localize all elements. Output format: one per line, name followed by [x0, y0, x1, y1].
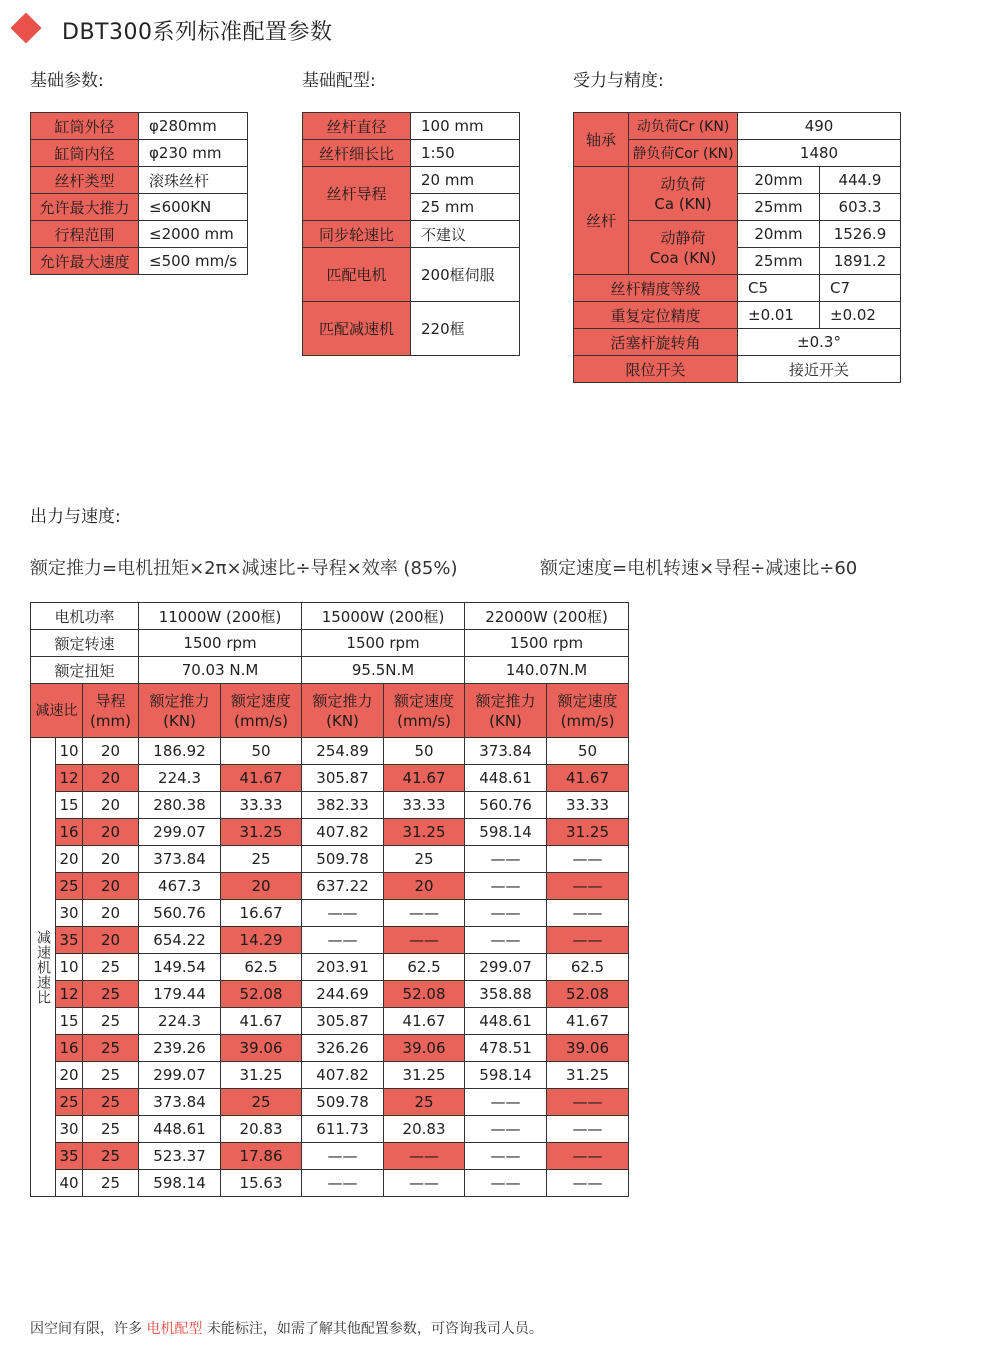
basic-config-heading: 基础配型:	[302, 71, 376, 91]
force-cell: 478.51	[465, 1035, 547, 1062]
screw-label: 丝杆	[574, 167, 629, 275]
load-value: 1526.9	[820, 221, 901, 248]
param-value: ≤2000 mm	[139, 221, 248, 248]
force-cell: 523.37	[139, 1143, 221, 1170]
footer-note	[30, 1318, 543, 1338]
table-row	[31, 221, 248, 248]
config-value: 220框	[411, 302, 520, 356]
force-header	[139, 684, 221, 738]
ratio-cell: 35	[56, 1143, 83, 1170]
speed-cell: 62.5	[547, 954, 629, 981]
speed-cell: 41.67	[384, 1008, 465, 1035]
speed-cell: 41.67	[547, 1008, 629, 1035]
ratio-cell: 10	[56, 738, 83, 765]
speed-cell: 16.67	[221, 900, 302, 927]
param-label: 缸筒外径	[31, 113, 139, 140]
force-cell: 407.82	[302, 1062, 384, 1089]
rated-rpm-value: 1500 rpm	[465, 630, 629, 657]
motor-power-value: 15000W (200框)	[302, 603, 465, 630]
force-cell: 654.22	[139, 927, 221, 954]
speed-cell: 31.25	[384, 1062, 465, 1089]
force-cell: ——	[465, 873, 547, 900]
table-row	[31, 1170, 629, 1197]
lead-cell: 20	[83, 819, 139, 846]
param-label: 允许最大速度	[31, 248, 139, 275]
table-row	[31, 1116, 629, 1143]
speed-cell: 41.67	[221, 1008, 302, 1035]
table-row	[31, 846, 629, 873]
reducer-ratio-side-text: 减速机速比	[35, 929, 51, 1005]
force-header	[465, 684, 547, 738]
dynamic-load-label: 动负荷Cr (KN)	[629, 113, 738, 140]
param-label: 丝杆类型	[31, 167, 139, 194]
speed-header	[221, 684, 302, 738]
force-cell: ——	[465, 1170, 547, 1197]
coa-label-line2: Coa (KN)	[649, 248, 717, 267]
lead-cell: 25	[83, 1008, 139, 1035]
coa-label-line1: 动静荷	[660, 228, 706, 247]
ratio-cell: 20	[56, 1062, 83, 1089]
footer-text: 因空间有限，许多	[30, 1321, 147, 1337]
table-row	[303, 140, 520, 167]
ca-label-line2: Ca (KN)	[654, 194, 712, 213]
config-label: 匹配电机	[303, 248, 411, 302]
param-value: φ280mm	[139, 113, 248, 140]
speed-cell: 39.06	[547, 1035, 629, 1062]
lead-cell: 25	[83, 954, 139, 981]
table-row	[31, 792, 629, 819]
grade-value: C5	[738, 275, 820, 302]
speed-cell: 62.5	[221, 954, 302, 981]
limit-switch-value: 接近开关	[738, 356, 901, 383]
table-row	[574, 329, 901, 356]
lead-header-line1: 导程	[95, 691, 126, 710]
load-value: 444.9	[820, 167, 901, 194]
table-row	[31, 981, 629, 1008]
force-cell: 299.07	[139, 1062, 221, 1089]
speed-cell: 62.5	[384, 954, 465, 981]
lead-cell: 25	[83, 981, 139, 1008]
performance-table	[30, 602, 629, 1197]
table-row	[303, 167, 520, 194]
force-header-line2: (KN)	[163, 711, 196, 730]
rated-torque-value: 95.5N.M	[302, 657, 465, 684]
table-row	[31, 1062, 629, 1089]
speed-header-line2: (mm/s)	[234, 711, 288, 730]
force-header-line1: 额定推力	[149, 691, 210, 710]
table-row	[574, 356, 901, 383]
force-cell: ——	[465, 900, 547, 927]
repeat-accuracy-label: 重复定位精度	[574, 302, 738, 329]
table-row	[31, 1143, 629, 1170]
ca-label	[629, 167, 738, 221]
ratio-cell: 35	[56, 927, 83, 954]
force-cell: ——	[465, 1143, 547, 1170]
force-cell: 448.61	[465, 765, 547, 792]
force-cell: 280.38	[139, 792, 221, 819]
limit-switch-label: 限位开关	[574, 356, 738, 383]
lead-cell: 25	[83, 1116, 139, 1143]
ratio-cell: 16	[56, 1035, 83, 1062]
lead-cell: 20	[83, 846, 139, 873]
load-value: 603.3	[820, 194, 901, 221]
param-value: φ230 mm	[139, 140, 248, 167]
speed-cell: ——	[547, 1116, 629, 1143]
speed-cell: 52.08	[221, 981, 302, 1008]
config-value: 不建议	[411, 221, 520, 248]
speed-cell: 25	[221, 846, 302, 873]
force-cell: 509.78	[302, 846, 384, 873]
force-cell: 299.07	[465, 954, 547, 981]
force-precision-heading: 受力与精度:	[573, 71, 664, 91]
ratio-cell: 25	[56, 1089, 83, 1116]
force-cell: 637.22	[302, 873, 384, 900]
table-row	[31, 194, 248, 221]
load-value: 1891.2	[820, 248, 901, 275]
lead-header	[83, 684, 139, 738]
speed-cell: ——	[547, 900, 629, 927]
ratio-cell: 30	[56, 900, 83, 927]
config-label: 匹配减速机	[303, 302, 411, 356]
speed-cell: 25	[384, 846, 465, 873]
speed-header-line2: (mm/s)	[397, 711, 451, 730]
force-cell: 244.69	[302, 981, 384, 1008]
force-cell: ——	[302, 927, 384, 954]
speed-cell: 20.83	[384, 1116, 465, 1143]
speed-header	[384, 684, 465, 738]
table-row	[31, 603, 629, 630]
table-row	[31, 248, 248, 275]
lead-cell: 25	[83, 1035, 139, 1062]
ratio-cell: 20	[56, 846, 83, 873]
rated-torque-value: 70.03 N.M	[139, 657, 302, 684]
speed-cell: 25	[221, 1089, 302, 1116]
footer-highlight: 电机配型	[146, 1321, 203, 1337]
force-cell: 448.61	[139, 1116, 221, 1143]
force-cell: 239.26	[139, 1035, 221, 1062]
ca-label-line1: 动负荷	[660, 174, 706, 193]
table-row	[574, 167, 901, 194]
table-row	[303, 113, 520, 140]
force-cell: 305.87	[302, 765, 384, 792]
speed-cell: 31.25	[384, 819, 465, 846]
ratio-cell: 25	[56, 873, 83, 900]
speed-cell: 20.83	[221, 1116, 302, 1143]
speed-cell: 50	[221, 738, 302, 765]
rated-rpm-value: 1500 rpm	[302, 630, 465, 657]
speed-header-line1: 额定速度	[231, 691, 292, 710]
speed-cell: 39.06	[221, 1035, 302, 1062]
lead-cell: 20	[83, 900, 139, 927]
force-cell: 305.87	[302, 1008, 384, 1035]
motor-power-label: 电机功率	[31, 603, 139, 630]
table-row	[31, 819, 629, 846]
reducer-ratio-side-label	[31, 738, 56, 1197]
table-row	[574, 302, 901, 329]
force-header-line1: 额定推力	[475, 691, 536, 710]
force-cell: 179.44	[139, 981, 221, 1008]
ratio-cell: 40	[56, 1170, 83, 1197]
speed-cell: ——	[547, 1143, 629, 1170]
table-row	[31, 954, 629, 981]
table-row	[31, 738, 629, 765]
force-cell: 598.14	[139, 1170, 221, 1197]
rotation-value: ±0.3°	[738, 329, 901, 356]
speed-cell: ——	[547, 1170, 629, 1197]
speed-cell: 31.25	[221, 1062, 302, 1089]
basic-params-table	[30, 112, 248, 275]
table-row	[31, 1035, 629, 1062]
force-cell: 186.92	[139, 738, 221, 765]
speed-cell: 41.67	[384, 765, 465, 792]
force-precision-table	[573, 112, 901, 383]
config-label: 同步轮速比	[303, 221, 411, 248]
speed-cell: 14.29	[221, 927, 302, 954]
force-cell: 373.84	[465, 738, 547, 765]
config-value: 25 mm	[411, 194, 520, 221]
static-load-value: 1480	[738, 140, 901, 167]
force-cell: 560.76	[465, 792, 547, 819]
force-cell: 373.84	[139, 1089, 221, 1116]
config-label: 丝杆细长比	[303, 140, 411, 167]
speed-formula: 额定速度=电机转速×导程÷减速比÷60	[540, 558, 858, 579]
force-cell: 224.3	[139, 1008, 221, 1035]
force-cell: ——	[302, 900, 384, 927]
config-value: 200框伺服	[411, 248, 520, 302]
force-header-line2: (KN)	[326, 711, 359, 730]
lead-cell: 20	[83, 738, 139, 765]
table-row	[31, 1089, 629, 1116]
config-value: 100 mm	[411, 113, 520, 140]
speed-cell: 33.33	[547, 792, 629, 819]
lead-cell: 25	[83, 1089, 139, 1116]
precision-grade-label: 丝杆精度等级	[574, 275, 738, 302]
rated-rpm-label: 额定转速	[31, 630, 139, 657]
param-value: 滚珠丝杆	[139, 167, 248, 194]
param-label: 行程范围	[31, 221, 139, 248]
ratio-cell: 15	[56, 1008, 83, 1035]
config-value: 1:50	[411, 140, 520, 167]
table-row	[303, 221, 520, 248]
speed-cell: 20	[384, 873, 465, 900]
force-cell: 358.88	[465, 981, 547, 1008]
param-label: 缸筒内径	[31, 140, 139, 167]
rated-torque-value: 140.07N.M	[465, 657, 629, 684]
table-row	[31, 927, 629, 954]
speed-header-line1: 额定速度	[557, 691, 618, 710]
lead-cell: 25	[83, 1170, 139, 1197]
lead-cell: 20	[83, 792, 139, 819]
force-cell: 373.84	[139, 846, 221, 873]
param-value: ≤500 mm/s	[139, 248, 248, 275]
force-header-line2: (KN)	[489, 711, 522, 730]
ratio-cell: 15	[56, 792, 83, 819]
speed-cell: ——	[384, 900, 465, 927]
force-cell: 509.78	[302, 1089, 384, 1116]
table-row	[31, 873, 629, 900]
bearing-label: 轴承	[574, 113, 629, 167]
param-label: 允许最大推力	[31, 194, 139, 221]
lead-value: 25mm	[738, 194, 820, 221]
repeat-value: ±0.01	[738, 302, 820, 329]
speed-cell: 31.25	[547, 819, 629, 846]
table-row	[31, 167, 248, 194]
static-load-label: 静负荷Cor (KN)	[629, 140, 738, 167]
force-cell: 149.54	[139, 954, 221, 981]
coa-label	[629, 221, 738, 275]
rated-rpm-value: 1500 rpm	[139, 630, 302, 657]
speed-cell: 41.67	[221, 765, 302, 792]
force-cell: 407.82	[302, 819, 384, 846]
table-row	[303, 248, 520, 302]
dynamic-load-value: 490	[738, 113, 901, 140]
force-cell: 382.33	[302, 792, 384, 819]
speed-cell: ——	[384, 1143, 465, 1170]
speed-cell: 25	[384, 1089, 465, 1116]
speed-cell: ——	[384, 927, 465, 954]
page-title: DBT300系列标准配置参数	[62, 20, 333, 45]
speed-cell: 39.06	[384, 1035, 465, 1062]
ratio-cell: 10	[56, 954, 83, 981]
force-cell: 448.61	[465, 1008, 547, 1035]
param-value: ≤600KN	[139, 194, 248, 221]
ratio-cell: 16	[56, 819, 83, 846]
repeat-value: ±0.02	[820, 302, 901, 329]
table-row	[31, 113, 248, 140]
config-label: 丝杆直径	[303, 113, 411, 140]
force-cell: 467.3	[139, 873, 221, 900]
grade-value: C7	[820, 275, 901, 302]
lead-value: 20mm	[738, 221, 820, 248]
speed-cell: 52.08	[384, 981, 465, 1008]
lead-value: 25mm	[738, 248, 820, 275]
table-header-row	[31, 684, 629, 738]
force-cell: 598.14	[465, 1062, 547, 1089]
motor-power-value: 22000W (200框)	[465, 603, 629, 630]
speed-cell: 52.08	[547, 981, 629, 1008]
speed-cell: 20	[221, 873, 302, 900]
table-row	[31, 630, 629, 657]
speed-header	[547, 684, 629, 738]
force-formula: 额定推力=电机扭矩×2π×减速比÷导程×效率 (85%)	[30, 558, 458, 579]
speed-cell: 41.67	[547, 765, 629, 792]
ratio-header: 减速比	[31, 684, 83, 738]
rotation-angle-label: 活塞杆旋转角	[574, 329, 738, 356]
table-row	[31, 140, 248, 167]
force-cell: 560.76	[139, 900, 221, 927]
force-header-line1: 额定推力	[312, 691, 373, 710]
force-cell: 203.91	[302, 954, 384, 981]
force-cell: ——	[465, 927, 547, 954]
force-cell: 611.73	[302, 1116, 384, 1143]
motor-power-value: 11000W (200框)	[139, 603, 302, 630]
lead-cell: 25	[83, 1143, 139, 1170]
lead-header-line2: (mm)	[90, 711, 131, 730]
ratio-cell: 12	[56, 981, 83, 1008]
speed-cell: ——	[547, 1089, 629, 1116]
output-speed-heading: 出力与速度:	[30, 507, 121, 527]
force-header	[302, 684, 384, 738]
speed-cell: ——	[547, 846, 629, 873]
speed-cell: 17.86	[221, 1143, 302, 1170]
ratio-cell: 12	[56, 765, 83, 792]
speed-cell: 50	[547, 738, 629, 765]
force-cell: 326.26	[302, 1035, 384, 1062]
table-row	[574, 275, 901, 302]
speed-cell: 33.33	[384, 792, 465, 819]
lead-cell: 20	[83, 765, 139, 792]
lead-cell: 20	[83, 927, 139, 954]
force-cell: ——	[302, 1170, 384, 1197]
force-cell: 224.3	[139, 765, 221, 792]
table-row	[31, 900, 629, 927]
speed-cell: ——	[547, 873, 629, 900]
force-cell: 299.07	[139, 819, 221, 846]
table-row	[574, 113, 901, 140]
speed-header-line2: (mm/s)	[560, 711, 615, 730]
rated-torque-label: 额定扭矩	[31, 657, 139, 684]
speed-cell: 31.25	[221, 819, 302, 846]
force-cell: 598.14	[465, 819, 547, 846]
lead-cell: 25	[83, 1062, 139, 1089]
basic-params-heading: 基础参数:	[30, 71, 104, 91]
speed-cell: 50	[384, 738, 465, 765]
lead-value: 20mm	[738, 167, 820, 194]
speed-cell: 31.25	[547, 1062, 629, 1089]
table-row	[31, 657, 629, 684]
lead-cell: 20	[83, 873, 139, 900]
force-cell: 254.89	[302, 738, 384, 765]
config-label: 丝杆导程	[303, 167, 411, 221]
config-value: 20 mm	[411, 167, 520, 194]
force-cell: ——	[465, 1089, 547, 1116]
speed-cell: 33.33	[221, 792, 302, 819]
footer-text: 未能标注，如需了解其他配置参数，可咨询我司人员。	[202, 1321, 543, 1337]
basic-config-table	[302, 112, 520, 356]
speed-cell: ——	[384, 1170, 465, 1197]
speed-cell: ——	[547, 927, 629, 954]
ratio-cell: 30	[56, 1116, 83, 1143]
title-diamond-icon	[10, 12, 41, 43]
speed-header-line1: 额定速度	[394, 691, 455, 710]
table-row	[31, 1008, 629, 1035]
table-row	[31, 765, 629, 792]
force-cell: ——	[465, 846, 547, 873]
force-cell: ——	[465, 1116, 547, 1143]
speed-cell: 15.63	[221, 1170, 302, 1197]
table-row	[303, 302, 520, 356]
force-cell: ——	[302, 1143, 384, 1170]
